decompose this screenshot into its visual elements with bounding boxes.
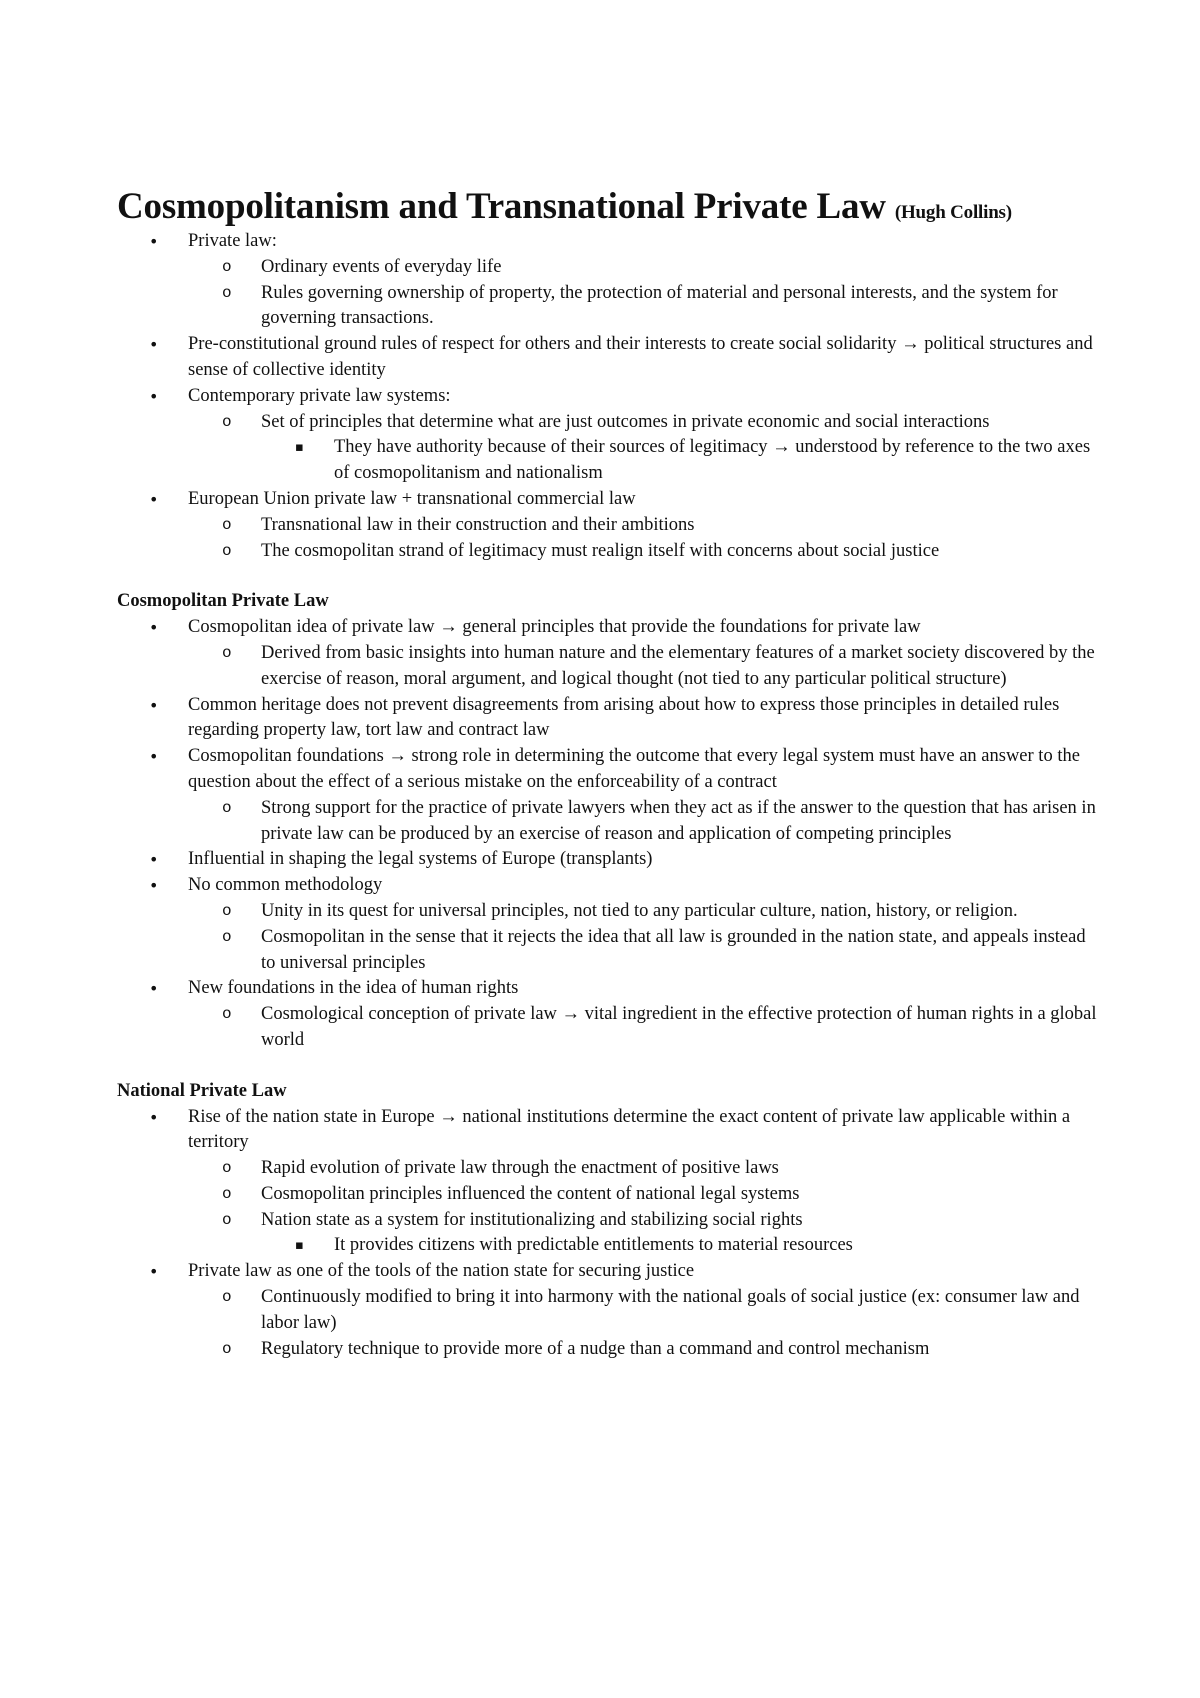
list-item-text: Cosmopolitan principles influenced the content of national legal systems [261,1183,800,1204]
list-item-text: Continuously modified to bring it into harmony with the national goals of social justice (ex: consumer law and labor law) [261,1287,1080,1333]
cosmopolitan-list [117,615,1097,1054]
list-item [117,847,1097,873]
list-item-text: Cosmopolitan idea of private law → general principles that provide the foundations for private law [188,617,921,638]
sub-sub-list [261,1233,1097,1259]
list-item-text: No common methodology [188,875,383,896]
sub-list [188,899,1097,976]
sub-sub-list [261,435,1097,487]
list-item [117,873,1097,976]
list-item [117,693,1097,745]
list-item [117,255,1097,281]
list-item-text: European Union private law + transnational commercial law [188,488,636,509]
sub-list [188,1002,1097,1054]
list-item-text: Cosmological conception of private law → vital ingredient in the effective protection of human rights in a global world [261,1004,1097,1050]
list-item-text: Set of principles that determine what are just outcomes in private economic and social interactions [261,411,990,432]
list-item [117,410,1097,487]
list-item [117,1182,1097,1208]
list-item [117,1105,1097,1260]
list-item-text: Private law as one of the tools of the nation state for securing justice [188,1261,695,1282]
sub-list [188,255,1097,332]
sub-list [188,1156,1097,1259]
list-item-text: Derived from basic insights into human nature and the elementary features of a market society discovered by the exercise of reason, moral argument, and logical thought (not tied to any particular political structure) [261,642,1095,689]
list-item [117,487,1097,564]
list-item-text: The cosmopolitan strand of legitimacy must realign itself with concerns about social justice [261,540,940,561]
list-item-text: Ordinary events of everyday life [261,256,502,277]
list-item-text: Transnational law in their construction and their ambitions [261,514,695,535]
list-item [117,1208,1097,1260]
list-item-text: Cosmopolitan in the sense that it rejects the idea that all law is grounded in the nation state, and appeals instead to universal principles [261,926,1086,973]
list-item [117,615,1097,692]
list-item [117,976,1097,1053]
list-item-text: Rise of the nation state in Europe → national institutions determine the exact content of private law applicable within a territory [188,1106,1071,1153]
list-item [117,1285,1097,1337]
list-item-text: Rapid evolution of private law through the enactment of positive laws [261,1158,779,1179]
list-item-text: Nation state as a system for institutionalizing and stabilizing social rights [261,1209,803,1230]
list-item [117,1337,1097,1363]
list-item [117,925,1097,977]
list-item [117,384,1097,487]
sub-list [188,796,1097,848]
list-item [117,1156,1097,1182]
list-item-text: Private law: [188,231,277,251]
title-author: (Hugh Collins) [894,202,1012,223]
list-item [117,435,1097,487]
list-item-text: Contemporary private law systems: [188,385,451,406]
spacer [117,1054,1097,1079]
list-item-text: Pre-constitutional ground rules of respect for others and their interests to create social solidarity → political structures and sense of collective identity [188,334,1093,380]
list-item-text: Cosmopolitan foundations → strong role in determining the outcome that every legal system must have an answer to the question about the effect of a serious mistake on the enforceability of a contract [188,746,1080,792]
sub-list [188,513,1097,565]
list-item-text: Strong support for the practice of private lawyers when they act as if the answer to the question that has arisen in private law can be produced by an exercise of reason and application of competing principles [261,797,1096,844]
list-item-text: They have authority because of their sources of legitimacy → understood by reference to the two axes of cosmopolitanism and nationalism [334,437,1091,484]
list-item-text: Common heritage does not prevent disagreements from arising about how to express those principles in detailed rules regarding property law, tort law and contract law [188,694,1060,741]
list-item [117,1259,1097,1362]
list-item [117,229,1097,332]
sub-list [188,641,1097,693]
sub-list [188,410,1097,487]
list-item [117,513,1097,539]
list-item [117,899,1097,925]
list-item [117,539,1097,565]
list-item [117,1002,1097,1054]
list-item [117,744,1097,847]
list-item [117,1233,1097,1259]
list-item-text: Regulatory technique to provide more of a nudge than a command and control mechanism [261,1338,930,1359]
intro-list [117,229,1097,564]
list-item [117,332,1097,384]
list-item-text: Unity in its quest for universal principles, not tied to any particular culture, nation, history, or religion. [261,900,1018,921]
national-list [117,1105,1097,1363]
sub-list [188,1285,1097,1362]
document-page [117,185,1097,1362]
title-text: Cosmopolitanism and Transnational Private Law [117,186,886,227]
list-item [117,641,1097,693]
list-item-text: It provides citizens with predictable entitlements to material resources [334,1235,853,1256]
list-item [117,281,1097,333]
list-item-text: Influential in shaping the legal systems of Europe (transplants) [188,849,653,870]
section-heading-national: National Private Law [117,1080,287,1101]
page-title [117,185,1097,229]
list-item-text: Rules governing ownership of property, the protection of material and personal interests, and the system for governing transactions. [261,282,1058,329]
spacer [117,564,1097,589]
section-heading-cosmopolitan: Cosmopolitan Private Law [117,591,329,612]
list-item [117,796,1097,848]
list-item-text: New foundations in the idea of human rights [188,978,519,999]
